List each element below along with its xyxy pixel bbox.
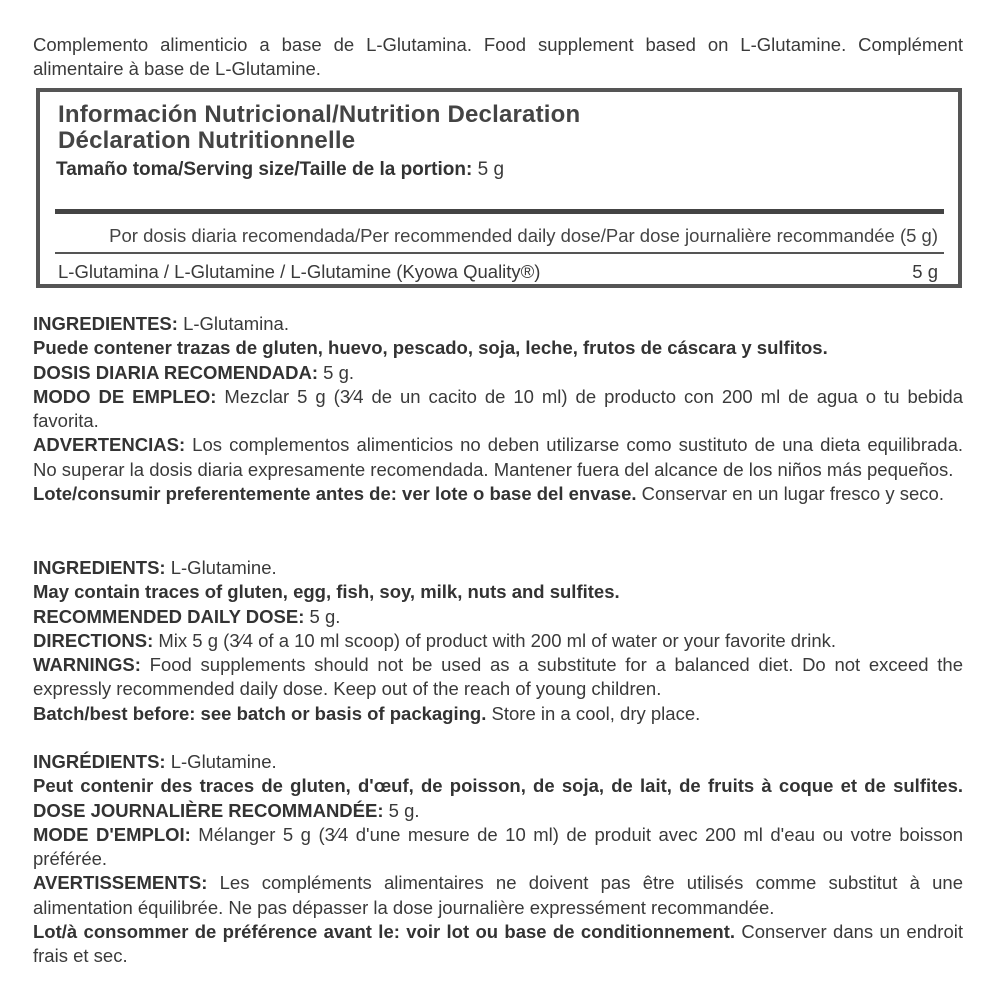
en-dose-text: 5 g. bbox=[304, 605, 341, 627]
fr-batch-text: Conserver dans un endroit frais et sec. bbox=[33, 921, 963, 967]
es-allergens-text: Puede contener trazas de gluten, huevo, pescado, soja, leche, frutos de cáscara y sulfitos. bbox=[33, 337, 828, 359]
dose-column-header: Por dosis diaria recomendada/Per recommended daily dose/Par dose journalière recommandée (5 g) bbox=[109, 225, 938, 246]
fr-batch-label: Lot/à consommer de préférence avant le: voir lot ou base de conditionnement. bbox=[33, 921, 736, 943]
es-warnings-label: ADVERTENCIAS: bbox=[33, 434, 186, 456]
spanish-section bbox=[33, 312, 963, 506]
fr-warnings bbox=[33, 871, 963, 920]
en-directions-label: DIRECTIONS: bbox=[33, 629, 154, 651]
en-ingredients bbox=[33, 556, 963, 580]
es-warnings bbox=[33, 433, 963, 482]
es-dose-label: DOSIS DIARIA RECOMENDADA: bbox=[33, 361, 319, 383]
french-section bbox=[33, 750, 963, 969]
serving-size-value: 5 g bbox=[477, 159, 505, 180]
es-batch-text: Conservar en un lugar fresco y seco. bbox=[636, 483, 944, 505]
fr-ingredients-text: L-Glutamine. bbox=[165, 751, 277, 772]
en-allergens bbox=[33, 580, 963, 604]
fr-directions-label: MODE D'EMPLOI: bbox=[33, 823, 191, 845]
es-ingredients-label: INGREDIENTES: bbox=[33, 313, 178, 334]
fr-allergens-dose-label: Peut contenir des traces de gluten, d'œuf, de poisson, de soja, de lait, de fruits à coque et de sulfites. DOSE JOURNALIÈRE RECOMMANDÉE: bbox=[33, 775, 963, 821]
es-dose bbox=[33, 361, 963, 385]
fr-warnings-label: AVERTISSEMENTS: bbox=[33, 872, 208, 894]
en-directions bbox=[33, 629, 963, 653]
nutrition-divider-thick bbox=[55, 209, 944, 214]
fr-allergens-dose bbox=[33, 774, 963, 823]
en-dose bbox=[33, 605, 963, 629]
serving-size-label: Tamaño toma/Serving size/Taille de la portion: bbox=[56, 159, 473, 180]
nutrition-panel bbox=[36, 88, 962, 288]
es-batch-label: Lote/consumir preferentemente antes de: ver lote o base del envase. bbox=[33, 483, 637, 505]
en-directions-text: Mix 5 g (3⁄4 of a 10 ml scoop) of product with 200 ml of water or your favorite drink. bbox=[153, 629, 836, 651]
en-warnings-text: Food supplements should not be used as a substitute for a balanced diet. Do not exceed the expressly recommended daily dose. Keep out of the reach of young children. bbox=[33, 654, 963, 700]
en-batch bbox=[33, 702, 963, 726]
fr-warnings-text: Les compléments alimentaires ne doivent pas être utilisés comme substitut à une alimentation équilibrée. Ne pas dépasser la dose journalière expressément recommandée. bbox=[33, 872, 963, 918]
nutrition-title-line1: Información Nutricional/Nutrition Declaration bbox=[58, 101, 581, 128]
fr-ingredients bbox=[33, 750, 963, 774]
english-section bbox=[33, 556, 963, 726]
es-allergens bbox=[33, 336, 963, 360]
es-ingredients-text: L-Glutamina. bbox=[177, 313, 289, 334]
es-ingredients bbox=[33, 312, 963, 336]
nutrition-divider-thin bbox=[55, 252, 944, 254]
en-dose-label: RECOMMENDED DAILY DOSE: bbox=[33, 605, 305, 627]
es-dose-text: 5 g. bbox=[318, 361, 355, 383]
nutrient-value: 5 g bbox=[912, 261, 938, 282]
en-ingredients-label: INGREDIENTS: bbox=[33, 557, 166, 578]
es-directions-text: Mezclar 5 g (3⁄4 de un cacito de 10 ml) de producto con 200 ml de agua o tu bebida favorita. bbox=[33, 385, 964, 432]
es-batch bbox=[33, 482, 963, 506]
fr-batch bbox=[33, 920, 963, 969]
es-warnings-text: Los complementos alimenticios no deben utilizarse como sustituto de una dieta equilibrada. No superar la dosis diaria expresamente recomendada. Mantener fuera del alcance de los niños más pequeños. bbox=[33, 434, 963, 480]
es-directions-label: MODO DE EMPLEO: bbox=[33, 385, 217, 407]
es-directions bbox=[33, 385, 963, 434]
en-batch-label: Batch/best before: see batch or basis of packaging. bbox=[33, 702, 487, 724]
en-ingredients-text: L-Glutamine. bbox=[165, 557, 277, 578]
serving-size bbox=[56, 158, 504, 182]
fr-dose-text: 5 g. bbox=[383, 799, 420, 821]
fr-directions-text: Mélanger 5 g (3⁄4 d'une mesure de 10 ml) de produit avec 200 ml d'eau ou votre boisson préférée. bbox=[33, 823, 963, 870]
nutrition-title bbox=[58, 102, 580, 154]
en-batch-text: Store in a cool, dry place. bbox=[486, 702, 701, 724]
en-warnings bbox=[33, 653, 963, 702]
en-allergens-text: May contain traces of gluten, egg, fish, soy, milk, nuts and sulfites. bbox=[33, 581, 620, 603]
en-warnings-label: WARNINGS: bbox=[33, 654, 141, 676]
nutrition-title-line2: Déclaration Nutritionnelle bbox=[58, 127, 356, 154]
intro-text: Complemento alimenticio a base de L-Glutamina. Food supplement based on L-Glutamine. Complément alimentaire à base de L-Glutamine. bbox=[33, 34, 963, 79]
fr-directions bbox=[33, 823, 963, 872]
nutrient-name: L-Glutamina / L-Glutamine / L-Glutamine (Kyowa Quality®) bbox=[58, 261, 541, 282]
fr-ingredients-label: INGRÉDIENTS: bbox=[33, 751, 166, 772]
